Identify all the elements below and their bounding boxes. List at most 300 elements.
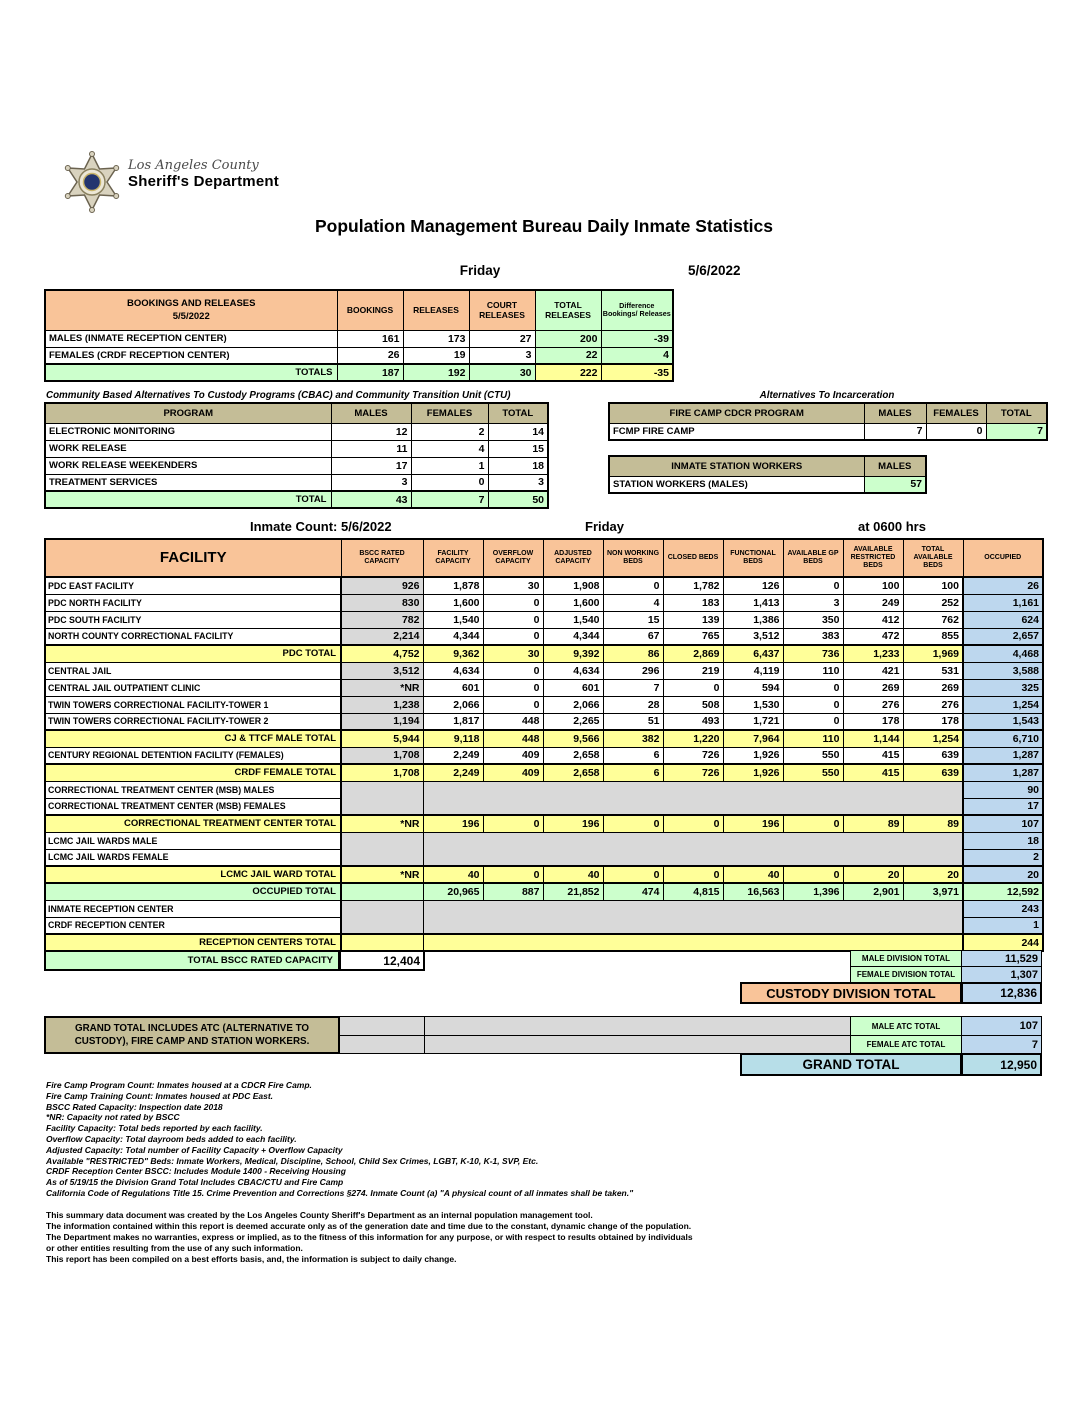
facility-row-merged: [45, 798, 1043, 815]
disclaimer-line: This summary data document was created by the Los Angeles County Sheriff's Department as an internal population management tool.: [46, 1210, 593, 1220]
total-value: 192: [403, 364, 469, 381]
value-cell: 0: [663, 815, 723, 832]
merged-cell: [423, 798, 963, 815]
value-cell: 421: [843, 662, 903, 679]
bscc-cell: 5,944: [341, 730, 423, 747]
value-cell: 1,540: [423, 611, 483, 628]
value-cell: 1,254: [903, 730, 963, 747]
facility-row-merged: [45, 832, 1043, 849]
value-cell: 0: [783, 577, 843, 594]
value-cell: 4,815: [663, 883, 723, 900]
col-header-fire-camp-program: FIRE CAMP CDCR PROGRAM: [609, 403, 864, 423]
merged-cell: [423, 917, 963, 934]
col-header-facility: FACILITY: [45, 539, 341, 577]
facility-row-reception_total: [45, 934, 1043, 951]
footnote-line: Fire Camp Program Count: Inmates housed at a CDCR Fire Camp.: [46, 1080, 312, 1090]
facility-row-merged: [45, 917, 1043, 934]
value-cell: 472: [843, 628, 903, 645]
bscc-cell: 1,194: [341, 713, 423, 730]
col-header-functional-beds: FUNCTIONAL BEDS: [723, 539, 783, 577]
total-value: 30: [469, 364, 535, 381]
occupied-cell: 17: [963, 798, 1043, 815]
value-cell: 0: [483, 611, 543, 628]
bscc-cell: 2,214: [341, 628, 423, 645]
col-header-males: MALES: [864, 456, 926, 476]
disclaimer-line: The information contained within this report is deemed accurate only as of the generation date and time due to the constant, dynamic change of the population.: [46, 1221, 692, 1231]
facility-label: LCMC JAIL WARDS MALE: [45, 832, 341, 849]
value-cell: 0: [483, 628, 543, 645]
value-cell: 1,721: [723, 713, 783, 730]
occupied-cell: 12,592: [963, 883, 1043, 900]
value-cell: 2,066: [543, 696, 603, 713]
bookings-row: [45, 330, 673, 347]
value-cell: 249: [843, 594, 903, 611]
row-label: FCMP FIRE CAMP: [609, 423, 864, 440]
facility-label: PDC SOUTH FACILITY: [45, 611, 341, 628]
value-cell: 40: [423, 866, 483, 883]
merged-cell: [423, 832, 963, 849]
col-header-available-gp-beds: AVAILABLE GP BEDS: [783, 539, 843, 577]
col-header-overflow-capacity: OVERFLOW CAPACITY: [483, 539, 543, 577]
value-cell: 3: [783, 594, 843, 611]
col-header-bookings: BOOKINGS: [337, 290, 403, 330]
value-cell: 350: [783, 611, 843, 628]
col-header-facility-capacity: FACILITY CAPACITY: [423, 539, 483, 577]
value-cell: 3,971: [903, 883, 963, 900]
value-cell: 100: [903, 577, 963, 594]
value-cell: 4,634: [543, 662, 603, 679]
total-value: 187: [337, 364, 403, 381]
value-cell: 0: [926, 423, 986, 440]
male-atc-total-value: 107: [961, 1016, 1042, 1036]
custody-division-total-value: 12,836: [961, 982, 1042, 1004]
value-cell: 0: [483, 815, 543, 832]
male-division-total-label: MALE DIVISION TOTAL: [850, 950, 962, 967]
fire-camp-table: [608, 402, 1048, 441]
value-cell: 0: [603, 815, 663, 832]
bookings-title-date: 5/5/2022: [172, 311, 210, 323]
value-cell: 474: [603, 883, 663, 900]
value-cell: 0: [663, 866, 723, 883]
value-cell: 252: [903, 594, 963, 611]
bscc-cell: 4,752: [341, 645, 423, 662]
report-date: 5/6/2022: [688, 263, 741, 278]
value-cell: 9,362: [423, 645, 483, 662]
bscc-total-label: TOTAL BSCC RATED CAPACITY: [44, 950, 340, 971]
grand-total-value: 12,950: [961, 1053, 1042, 1076]
value-cell: 4,634: [423, 662, 483, 679]
facility-row-grand: [45, 883, 1043, 900]
facility-row: [45, 713, 1043, 730]
value-cell: 20: [843, 866, 903, 883]
value-cell: 409: [483, 747, 543, 764]
value-cell: 3: [469, 347, 535, 364]
col-header-bscc-rated-capacity: BSCC RATED CAPACITY: [341, 539, 423, 577]
total-label: PDC TOTAL: [45, 645, 341, 662]
col-header-females: FEMALES: [926, 403, 986, 423]
value-cell: 1,386: [723, 611, 783, 628]
facility-statistics-table: [44, 538, 1044, 952]
value-cell: 4: [411, 440, 488, 457]
bscc-cell: 926: [341, 577, 423, 594]
value-cell: 110: [783, 662, 843, 679]
value-cell: 7: [864, 423, 926, 440]
value-cell: 7: [986, 423, 1047, 440]
value-cell: 2,265: [543, 713, 603, 730]
bookings-title-cell: [45, 290, 337, 330]
col-header-males: MALES: [331, 403, 411, 423]
bscc-cell: [341, 849, 423, 866]
value-cell: 1,926: [723, 764, 783, 781]
occupied-cell: 1,254: [963, 696, 1043, 713]
value-cell: 2: [411, 423, 488, 440]
female-division-total-label: FEMALE DIVISION TOTAL: [850, 966, 962, 983]
value-cell: 415: [843, 747, 903, 764]
value-cell: 1,413: [723, 594, 783, 611]
value-cell: 196: [423, 815, 483, 832]
value-cell: 855: [903, 628, 963, 645]
bscc-cell: [341, 832, 423, 849]
bscc-cell: [341, 883, 423, 900]
bscc-cell: 3,512: [341, 662, 423, 679]
total-label: CORRECTIONAL TREATMENT CENTER TOTAL: [45, 815, 341, 832]
value-cell: 6: [603, 764, 663, 781]
empty-cell: [339, 1035, 425, 1054]
merged-cell: [423, 849, 963, 866]
inmate-count-time: at 0600 hrs: [858, 519, 926, 534]
value-cell: 448: [483, 730, 543, 747]
occupied-cell: 2,657: [963, 628, 1043, 645]
value-cell: 2,658: [543, 764, 603, 781]
total-value: 222: [535, 364, 601, 381]
value-cell: 178: [843, 713, 903, 730]
footnote-line: BSCC Rated Capacity: Inspection date 2018: [46, 1101, 223, 1112]
empty-cell: [339, 1016, 425, 1036]
occupied-cell: 1,543: [963, 713, 1043, 730]
value-cell: 0: [783, 815, 843, 832]
value-cell: 1,969: [903, 645, 963, 662]
bscc-cell: 1,708: [341, 764, 423, 781]
facility-row-total: [45, 730, 1043, 747]
value-cell: 2,901: [843, 883, 903, 900]
value-cell: 15: [603, 611, 663, 628]
value-cell: 601: [543, 679, 603, 696]
bscc-cell: [341, 934, 423, 951]
facility-row-total: [45, 764, 1043, 781]
facility-row: [45, 696, 1043, 713]
bookings-header-row: [45, 290, 673, 330]
male-division-total-value: 11,529: [961, 950, 1042, 967]
occupied-cell: 3,588: [963, 662, 1043, 679]
value-cell: 550: [783, 747, 843, 764]
col-header-occupied: OCCUPIED: [963, 539, 1043, 577]
value-cell: 17: [331, 457, 411, 474]
value-cell: 21,852: [543, 883, 603, 900]
bscc-cell: 1,708: [341, 747, 423, 764]
fire-header-row: [609, 403, 1047, 423]
value-cell: 1,600: [543, 594, 603, 611]
cbac-row: [45, 440, 548, 457]
bscc-cell: [341, 781, 423, 798]
value-cell: 1,600: [423, 594, 483, 611]
grand-total-label: GRAND TOTAL: [740, 1053, 962, 1076]
value-cell: 0: [483, 662, 543, 679]
value-cell: 726: [663, 747, 723, 764]
occupied-cell: 243: [963, 900, 1043, 917]
value-cell: 639: [903, 764, 963, 781]
station-header-row: [609, 456, 926, 476]
value-cell: 57: [864, 476, 926, 493]
merged-cell: [423, 781, 963, 798]
footnote-line: As of 5/19/15 the Division Grand Total Includes CBAC/CTU and Fire Camp: [46, 1177, 344, 1188]
value-cell: 22: [535, 347, 601, 364]
cbac-section-title: Community Based Alternatives To Custody Programs (CBAC) and Community Transition Unit (CTU): [46, 390, 511, 401]
bscc-cell: 830: [341, 594, 423, 611]
value-cell: 296: [603, 662, 663, 679]
value-cell: 550: [783, 764, 843, 781]
inmate-count-caption: Inmate Count: 5/6/2022: [250, 519, 392, 534]
footnote-line: CRDF Reception Center BSCC: Includes Module 1400 - Receiving Housing: [46, 1166, 346, 1177]
occupied-cell: 1,161: [963, 594, 1043, 611]
female-atc-total-label: FEMALE ATC TOTAL: [850, 1035, 962, 1054]
footnote-line: California Code of Regulations Title 15. Crime Prevention and Corrections §274. Inmate Count (a) "A physical count of all inmates shall be taken.": [46, 1187, 634, 1198]
total-value: 43: [331, 491, 411, 508]
value-cell: 765: [663, 628, 723, 645]
bookings-title: BOOKINGS AND RELEASES: [127, 298, 256, 310]
footnote-line: Overflow Capacity: Total dayroom beds added to each facility.: [46, 1133, 297, 1144]
value-cell: 4,344: [543, 628, 603, 645]
value-cell: 100: [843, 577, 903, 594]
value-cell: 0: [783, 713, 843, 730]
value-cell: 0: [483, 696, 543, 713]
value-cell: 762: [903, 611, 963, 628]
value-cell: 493: [663, 713, 723, 730]
facility-label: TWIN TOWERS CORRECTIONAL FACILITY-TOWER 1: [45, 696, 341, 713]
value-cell: 40: [723, 866, 783, 883]
value-cell: 4,119: [723, 662, 783, 679]
value-cell: 9,118: [423, 730, 483, 747]
female-atc-total-value: 7: [961, 1035, 1042, 1054]
value-cell: 594: [723, 679, 783, 696]
facility-label: CENTRAL JAIL OUTPATIENT CLINIC: [45, 679, 341, 696]
disclaimer: [46, 1210, 693, 1265]
facility-label: PDC EAST FACILITY: [45, 577, 341, 594]
facility-label: CORRECTIONAL TREATMENT CENTER (MSB) MALES: [45, 781, 341, 798]
custody-division-total-label: CUSTODY DIVISION TOTAL: [740, 982, 962, 1004]
value-cell: 0: [483, 679, 543, 696]
value-cell: 2,249: [423, 764, 483, 781]
facility-label: CENTRAL JAIL: [45, 662, 341, 679]
row-label: TREATMENT SERVICES: [45, 474, 331, 491]
cbac-row: [45, 474, 548, 491]
value-cell: 4,344: [423, 628, 483, 645]
footnote-line: *NR: Capacity not rated by BSCC: [46, 1112, 180, 1123]
value-cell: 412: [843, 611, 903, 628]
value-cell: 2,869: [663, 645, 723, 662]
facility-row-total: [45, 645, 1043, 662]
value-cell: 276: [843, 696, 903, 713]
bookings-row-total: [45, 364, 673, 381]
facility-label: TWIN TOWERS CORRECTIONAL FACILITY-TOWER 2: [45, 713, 341, 730]
value-cell: 11: [331, 440, 411, 457]
value-cell: 2,249: [423, 747, 483, 764]
occupied-cell: 325: [963, 679, 1043, 696]
male-atc-total-label: MALE ATC TOTAL: [850, 1016, 962, 1036]
occupied-cell: 6,710: [963, 730, 1043, 747]
grand-total-note: GRAND TOTAL INCLUDES ATC (ALTERNATIVE TO CUSTODY), FIRE CAMP AND STATION WORKERS.: [44, 1016, 340, 1054]
cbac-row: [45, 457, 548, 474]
value-cell: 19: [403, 347, 469, 364]
fire-camp-row: [609, 423, 1047, 440]
facility-row: [45, 628, 1043, 645]
grand-total-label: OCCUPIED TOTAL: [45, 883, 341, 900]
footnote-line: Adjusted Capacity: Total number of Facility Capacity + Overflow Capacity: [46, 1144, 343, 1155]
value-cell: 448: [483, 713, 543, 730]
value-cell: 0: [483, 866, 543, 883]
empty-cell: [424, 1035, 858, 1054]
total-value: 50: [488, 491, 548, 508]
col-header-males: MALES: [864, 403, 926, 423]
value-cell: 1,878: [423, 577, 483, 594]
facility-label: CORRECTIONAL TREATMENT CENTER (MSB) FEMALES: [45, 798, 341, 815]
cbac-row-total: [45, 491, 548, 508]
value-cell: 2,658: [543, 747, 603, 764]
value-cell: 0: [411, 474, 488, 491]
ati-section-title: Alternatives To Incarceration: [759, 390, 895, 401]
value-cell: 0: [783, 679, 843, 696]
value-cell: 0: [603, 866, 663, 883]
facility-row-total: [45, 866, 1043, 883]
value-cell: 7: [603, 679, 663, 696]
value-cell: 531: [903, 662, 963, 679]
value-cell: 16,563: [723, 883, 783, 900]
value-cell: 40: [543, 866, 603, 883]
facility-row-merged: [45, 781, 1043, 798]
col-header-total-available-beds: TOTAL AVAILABLE BEDS: [903, 539, 963, 577]
footnote-line: Facility Capacity: Total beds reported by each facility.: [46, 1123, 263, 1134]
total-label: TOTALS: [45, 364, 337, 381]
value-cell: 51: [603, 713, 663, 730]
value-cell: 3: [331, 474, 411, 491]
female-division-total-value: 1,307: [961, 966, 1042, 983]
value-cell: 409: [483, 764, 543, 781]
value-cell: 20: [903, 866, 963, 883]
col-header-females: FEMALES: [411, 403, 488, 423]
value-cell: 27: [469, 330, 535, 347]
value-cell: 139: [663, 611, 723, 628]
occupied-cell: 20: [963, 866, 1043, 883]
bscc-cell: *NR: [341, 815, 423, 832]
footnote-line: Available "RESTRICTED" Beds: Inmate Workers, Medical, Discipline, School, Child Sex Crimes, LGBT, K-10, K-1, SVP, Etc.: [46, 1155, 539, 1166]
value-cell: 161: [337, 330, 403, 347]
disclaimer-line: or other entities resulting from the use of any such information.: [46, 1243, 303, 1253]
value-cell: 30: [483, 645, 543, 662]
col-header-releases: RELEASES: [403, 290, 469, 330]
value-cell: 20,965: [423, 883, 483, 900]
facility-row: [45, 747, 1043, 764]
total-value: 7: [411, 491, 488, 508]
facility-label: CENTURY REGIONAL DETENTION FACILITY (FEMALES): [45, 747, 341, 764]
cbac-row: [45, 423, 548, 440]
sheriff-star-icon: [62, 150, 122, 214]
value-cell: 1,530: [723, 696, 783, 713]
value-cell: 67: [603, 628, 663, 645]
row-label: ELECTRONIC MONITORING: [45, 423, 331, 440]
agency-department: Sheriff's Department: [128, 173, 279, 190]
value-cell: 86: [603, 645, 663, 662]
value-cell: 1,540: [543, 611, 603, 628]
occupied-cell: 1: [963, 917, 1043, 934]
agency-county: Los Angeles County: [128, 158, 259, 173]
inmate-count-day: Friday: [585, 519, 625, 534]
value-cell: 508: [663, 696, 723, 713]
value-cell: 0: [783, 866, 843, 883]
agency-name: [128, 158, 279, 190]
facility-row: [45, 679, 1043, 696]
facility-row: [45, 594, 1043, 611]
page-title: Population Management Bureau Daily Inmate Statistics: [314, 216, 774, 236]
facility-row-merged: [45, 900, 1043, 917]
occupied-cell: 1,287: [963, 747, 1043, 764]
bscc-cell: 1,238: [341, 696, 423, 713]
value-cell: 639: [903, 747, 963, 764]
facility-row: [45, 662, 1043, 679]
value-cell: 196: [723, 815, 783, 832]
facility-label: CRDF RECEPTION CENTER: [45, 917, 341, 934]
occupied-cell: 18: [963, 832, 1043, 849]
value-cell: 415: [843, 764, 903, 781]
col-header-difference: Difference Bookings/ Releases: [601, 290, 673, 330]
row-label: WORK RELEASE: [45, 440, 331, 457]
bookings-releases-table: [44, 289, 674, 382]
value-cell: 1,220: [663, 730, 723, 747]
facility-label: LCMC JAIL WARDS FEMALE: [45, 849, 341, 866]
value-cell: 276: [903, 696, 963, 713]
value-cell: 383: [783, 628, 843, 645]
value-cell: 200: [535, 330, 601, 347]
col-header-non-working-beds: NON WORKING BEDS: [603, 539, 663, 577]
station-workers-row: [609, 476, 926, 493]
bscc-cell: 782: [341, 611, 423, 628]
facility-row-merged: [45, 849, 1043, 866]
total-label: CJ & TTCF MALE TOTAL: [45, 730, 341, 747]
bscc-cell: [341, 798, 423, 815]
value-cell: 196: [543, 815, 603, 832]
value-cell: 1,908: [543, 577, 603, 594]
facility-header-row: [45, 539, 1043, 577]
value-cell: 9,566: [543, 730, 603, 747]
value-cell: 1,926: [723, 747, 783, 764]
value-cell: 0: [603, 577, 663, 594]
value-cell: 12: [331, 423, 411, 440]
value-cell: 269: [903, 679, 963, 696]
value-cell: 726: [663, 764, 723, 781]
value-cell: 9,392: [543, 645, 603, 662]
bscc-total-value: 12,404: [339, 950, 425, 971]
report-day: Friday: [459, 263, 501, 278]
total-label: LCMC JAIL WARD TOTAL: [45, 866, 341, 883]
value-cell: 219: [663, 662, 723, 679]
value-cell: 1,782: [663, 577, 723, 594]
bookings-row: [45, 347, 673, 364]
col-header-adjusted-capacity: ADJUSTED CAPACITY: [543, 539, 603, 577]
value-cell: 0: [663, 679, 723, 696]
occupied-cell: 244: [963, 934, 1043, 951]
value-cell: 178: [903, 713, 963, 730]
occupied-cell: 2: [963, 849, 1043, 866]
occupied-cell: 624: [963, 611, 1043, 628]
value-cell: -39: [601, 330, 673, 347]
